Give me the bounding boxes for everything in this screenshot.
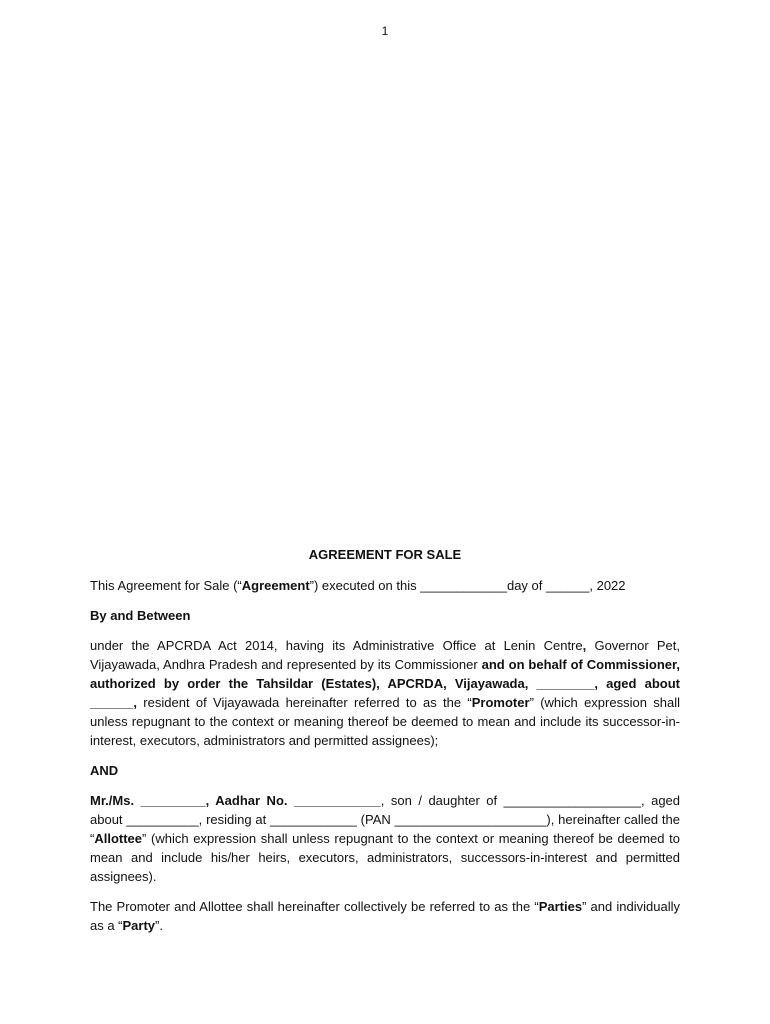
allottee-term: Allottee (94, 831, 143, 846)
allottee-paragraph (90, 791, 680, 886)
intro-suffix: ”) executed on this ____________day of ______, 2022 (309, 578, 626, 593)
document-title: AGREEMENT FOR SALE (308, 547, 462, 562)
promoter-part1: under the APCRDA Act 2014, having its Administrative Office at Lenin Centre (90, 638, 583, 653)
promoter-bold-authorization: and on behalf of Commissioner, authorized by order the Tahsildar (Estates), APCRDA, Vijayawada, ________, aged about ______, (90, 657, 680, 710)
promoter-part2: Governor Pet, Vijayawada, Andhra Pradesh and represented by its Commissioner (90, 638, 680, 672)
parties-paragraph (90, 897, 680, 935)
intro-paragraph (90, 576, 680, 595)
allottee-bold-name: Mr./Ms. _________, Aadhar No. ____________ (90, 793, 381, 808)
document-body (90, 545, 680, 946)
intro-term-agreement: Agreement (241, 578, 310, 593)
party-term: Party (122, 918, 156, 933)
promoter-part4: ” (which expression shall unless repugnant to the context or meaning thereof be deemed to mean and include its successor-in-interest, executors, administrators and permitted assignees); (90, 695, 680, 748)
page-number: 1 (381, 24, 389, 38)
intro-prefix: This Agreement for Sale (“ (90, 578, 242, 593)
by-and-between-heading: By and Between (90, 608, 191, 623)
allottee-part2: ” (which expression shall unless repugnant to the context or meaning thereof be deemed to mean and include his/her heirs, executors, administrators, successors-in-interest and permitted assignees). (90, 831, 680, 884)
parties-term: Parties (538, 899, 583, 914)
promoter-comma: , (582, 638, 587, 653)
promoter-term: Promoter (471, 695, 530, 710)
and-heading: AND (90, 763, 119, 778)
promoter-paragraph (90, 636, 680, 750)
parties-part2: ” and individually as a “ (90, 899, 680, 933)
promoter-part3: resident of Vijayawada hereinafter referred to as the “ (137, 695, 472, 710)
allottee-part1: , son / daughter of ___________________, aged about __________, residing at ____________ (PAN _____________________), hereinafter called the “ (90, 793, 681, 846)
parties-part1: The Promoter and Allottee shall hereinafter collectively be referred to as the “ (90, 899, 539, 914)
parties-part3: ”. (155, 918, 163, 933)
